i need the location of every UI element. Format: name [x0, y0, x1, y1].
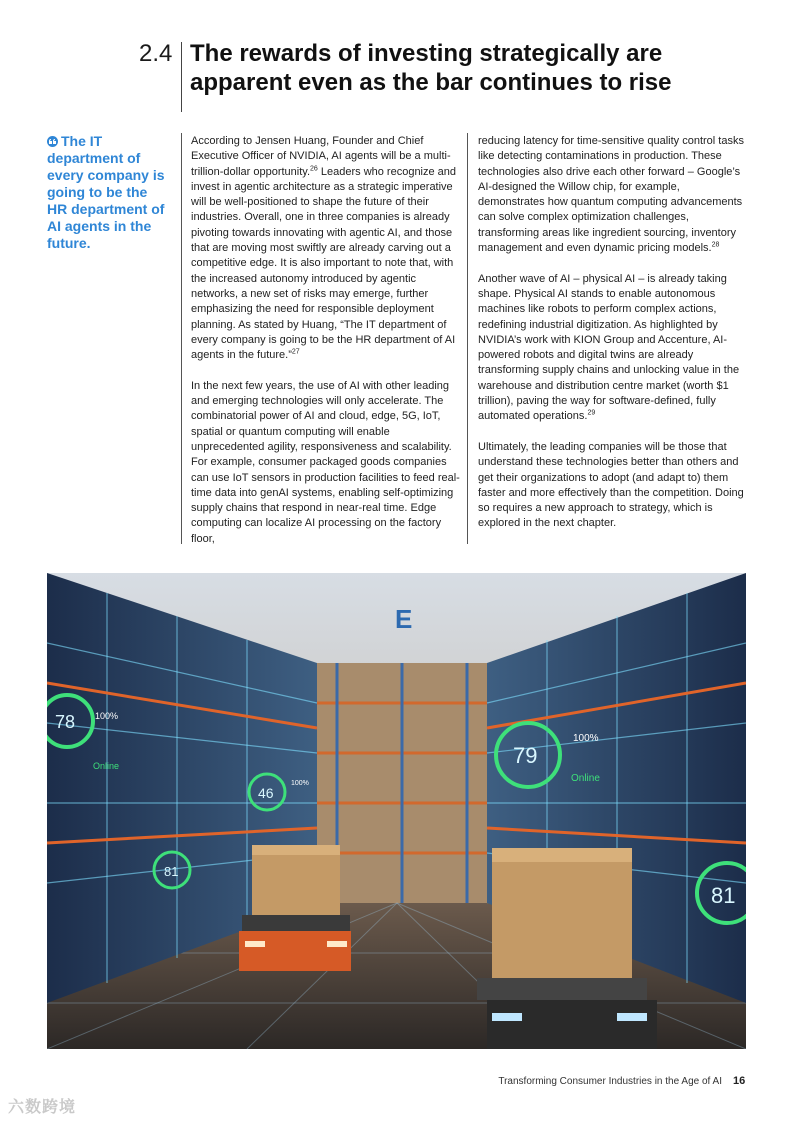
paragraph — [191, 134, 461, 363]
svg-text:81: 81 — [164, 864, 179, 879]
svg-text:100%: 100% — [573, 733, 599, 744]
watermark-logo: 六数跨境 — [8, 1099, 77, 1116]
robot-left — [239, 845, 351, 971]
svg-text:Online: Online — [571, 773, 600, 784]
paragraph: Ultimately, the leading companies will be those that understand these technologies better than others and get their organizations to adopt (and adapt to) them faster and more effectively than the competition. Doing so requires a new approach to strategy, which is explored in the next chapter. — [478, 440, 744, 530]
robot-right — [477, 848, 657, 1049]
body-column-2 — [478, 134, 748, 547]
pull-quote — [47, 133, 167, 252]
warehouse-illustration — [47, 573, 746, 1049]
page-title-line-1: The rewards of investing strategically are — [190, 40, 663, 67]
paragraph — [478, 134, 748, 256]
svg-text:46: 46 — [258, 785, 274, 801]
quote-icon — [47, 136, 58, 147]
footnote-ref[interactable]: 26 — [310, 164, 318, 172]
paragraph: In the next few years, the use of AI with other leading and emerging technologies will only accelerate. The combinatorial power of AI and cloud, edge, 5G, IoT, spatial or quantum computing will enable unprecedented agility, responsiveness and scalability. For example, consumer packaged goods companies can use IoT sensors in production facilities to feed real-time data into genAI systems, enabling self-optimizing supply chains that respond in near-real time. Edge computing can localize AI processing on the factory floor, — [191, 379, 460, 545]
footnote-ref[interactable]: 27 — [291, 348, 300, 356]
svg-text:81: 81 — [711, 883, 736, 908]
footnote-ref[interactable]: 29 — [587, 409, 596, 417]
page-title — [190, 39, 750, 97]
footnote-ref[interactable]: 28 — [711, 241, 720, 249]
body-column-1 — [191, 134, 461, 562]
svg-text:78: 78 — [55, 712, 76, 732]
page-title-line-2: apparent even as the bar continues to rise — [190, 69, 672, 96]
paragraph-text: Leaders who recognize and invest in agentic architecture as a strategic imperative will be well-positioned to shape the future of their industries. Overall, one in three companies is already pivoting towards innovating with agentic AI, and those that are moving most swiftly are already carving out a competitive edge. It is also important to note that, with the increased autonomy introduced by agentic networks, a new set of risks may emerge, further emphasizing the need for responsible deployment planning. As stated by Huang, “The IT department of every company is going to be the HR department of AI agents in the future.” — [191, 165, 457, 362]
paragraph-text: Another wave of AI – physical AI – is already taking shape. Physical AI stands to enable autonomous machines like robots to perform complex actions, redefining industrial digitization. As highlighted by NVIDIA’s work with KION Group and Accenture, AI-powered robots and digital twins are already transforming supply chains and unlocking value in the warehouse and distribution centre market (worth $1 trillion), paving the way for software-defined, fully automated operations. — [478, 272, 740, 423]
page-number: 16 — [733, 1075, 746, 1087]
svg-text:100%: 100% — [291, 780, 309, 787]
warehouse-robots-photo — [47, 573, 746, 1049]
title-divider — [181, 42, 182, 112]
column-2-divider — [467, 133, 468, 544]
section-number: 2.4 — [139, 40, 173, 67]
pull-quote-text: The IT department of every company is going to be the HR department of AI agents in the future. — [47, 133, 165, 251]
aisle-sign: E — [395, 604, 413, 634]
paragraph — [478, 272, 748, 425]
svg-text:79: 79 — [513, 743, 538, 768]
svg-text:Online: Online — [93, 761, 120, 771]
column-1-divider — [181, 133, 182, 544]
svg-text:100%: 100% — [95, 711, 119, 721]
paragraph-text: reducing latency for time-sensitive quality control tasks like detecting contaminations in production. These technologies also drive each other forward – Google’s AI-designed the Willow chip, for example, demonstrates how quantum computing advancements can solve complex optimization challenges, transforming areas like ingredient sourcing, inventory management and even dynamic pricing models. — [478, 135, 744, 255]
footer-title: Transforming Consumer Industries in the Age of AI — [498, 1076, 722, 1087]
paragraph-text: According to Jensen Huang, Founder and Chief Executive Officer of NVIDIA, AI agents will be a multi-trillion-dollar opportunity. — [191, 135, 451, 178]
